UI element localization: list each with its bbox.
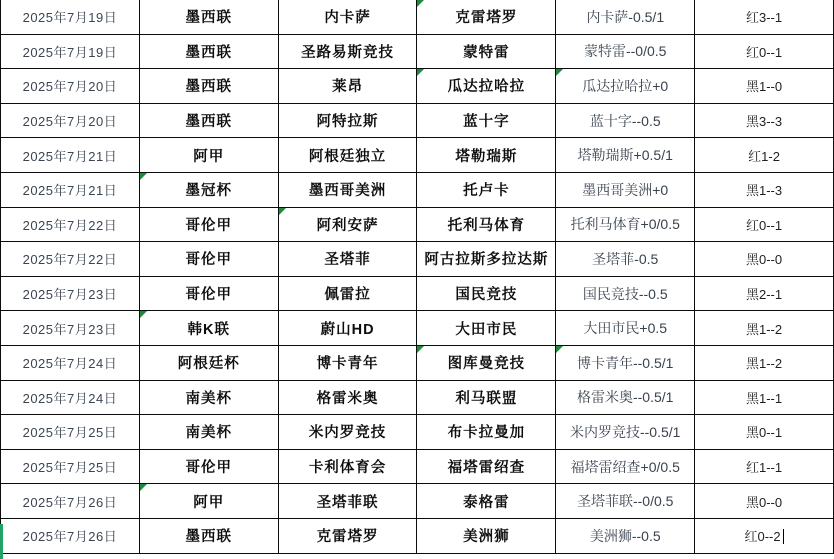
- cell-league[interactable]: [139, 415, 278, 450]
- cell-league[interactable]: [139, 449, 278, 484]
- cell-away-team[interactable]: [417, 172, 556, 207]
- cell-handicap[interactable]: [556, 380, 695, 415]
- cell-league-text: 韩K联: [187, 321, 230, 338]
- cell-home-team-text: 克雷塔罗: [316, 529, 379, 546]
- comment-indicator-icon: [556, 69, 563, 76]
- cell-result[interactable]: [695, 311, 834, 346]
- cell-home-team-text: 佩雷拉: [324, 287, 371, 304]
- cell-date[interactable]: [1, 103, 140, 138]
- cell-handicap-text: 瓜达拉哈拉+0: [582, 77, 669, 94]
- cell-handicap-text: 米内罗竞技--0.5/1: [569, 423, 681, 440]
- cell-date[interactable]: [1, 415, 140, 450]
- cell-date[interactable]: [1, 449, 140, 484]
- cell-away-team-text: 托卢卡: [463, 183, 510, 200]
- comment-indicator-icon: [279, 208, 286, 215]
- cell-away-team-text: 蒙特雷: [463, 44, 510, 61]
- cell-home-team[interactable]: [278, 449, 417, 484]
- cell-away-team-text: 瓜达拉哈拉: [447, 79, 526, 96]
- cell-league[interactable]: [139, 484, 278, 519]
- cell-result-text: 黑1--3: [746, 183, 783, 199]
- cell-league-text: 墨西联: [185, 114, 232, 131]
- table-row: [1, 415, 834, 450]
- cell-date[interactable]: [1, 518, 140, 553]
- cell-away-team-text: 大田市民: [455, 321, 518, 338]
- cell-date[interactable]: [1, 380, 140, 415]
- cell-home-team[interactable]: [278, 172, 417, 207]
- cell-home-team-text: 内卡萨: [324, 10, 371, 27]
- cell-handicap[interactable]: [556, 34, 695, 69]
- comment-indicator-icon: [140, 311, 147, 318]
- cell-handicap[interactable]: [556, 415, 695, 450]
- cell-away-team-text: 布卡拉曼加: [447, 425, 526, 442]
- cell-date-text: 2025年7月22日: [22, 252, 118, 268]
- cell-handicap[interactable]: [556, 69, 695, 104]
- cell-away-team-text: 美洲狮: [463, 529, 510, 546]
- cell-result-text: 红1-2: [748, 148, 780, 164]
- cell-league[interactable]: [139, 0, 278, 34]
- cell-result-text: 黑1--0: [746, 79, 783, 95]
- cell-date[interactable]: [1, 242, 140, 277]
- cell-handicap-text: 格雷米奥--0.5/1: [576, 389, 674, 406]
- cell-home-team-text: 蔚山HD: [320, 321, 375, 338]
- cell-date[interactable]: [1, 0, 140, 34]
- table-row: [1, 345, 834, 380]
- cell-result-text: 黑0--1: [746, 425, 783, 441]
- cell-date[interactable]: [1, 276, 140, 311]
- active-row-indicator: [0, 524, 3, 559]
- cell-away-team[interactable]: [417, 34, 556, 69]
- table-row: [1, 172, 834, 207]
- cell-league[interactable]: [139, 69, 278, 104]
- cell-handicap[interactable]: [556, 207, 695, 242]
- cell-date[interactable]: [1, 138, 140, 173]
- cell-home-team[interactable]: [278, 242, 417, 277]
- cell-result-text: 黑1--1: [746, 390, 783, 406]
- cell-away-team[interactable]: [417, 449, 556, 484]
- cell-result[interactable]: [695, 449, 834, 484]
- cell-handicap-text: 美洲狮--0.5: [589, 527, 661, 544]
- cell-away-team[interactable]: [417, 484, 556, 519]
- cell-handicap[interactable]: [556, 518, 695, 553]
- cell-result[interactable]: [695, 242, 834, 277]
- cell-league-text: 阿甲: [193, 494, 225, 511]
- cell-result[interactable]: [695, 276, 834, 311]
- cell-handicap-text: 博卡青年--0.5/1: [576, 354, 674, 371]
- cell-result-text: 黑0--0: [746, 252, 783, 268]
- cell-result-text: 红0--2: [744, 529, 781, 545]
- cell-away-team-text: 蓝十字: [463, 114, 510, 131]
- table-row: [1, 69, 834, 104]
- cell-result-text: 红3--1: [746, 10, 783, 26]
- cell-league[interactable]: [139, 172, 278, 207]
- cell-home-team[interactable]: [278, 0, 417, 34]
- cell-date[interactable]: [1, 69, 140, 104]
- cell-league-text: 墨西联: [185, 44, 232, 61]
- cell-date-text: 2025年7月19日: [22, 44, 118, 60]
- cell-handicap[interactable]: [556, 484, 695, 519]
- cell-result[interactable]: [695, 172, 834, 207]
- cell-home-team-text: 米内罗竞技: [308, 425, 387, 442]
- cell-result-text: 红0--1: [746, 44, 783, 60]
- cell-date-text: 2025年7月26日: [22, 494, 118, 510]
- cell-away-team[interactable]: [417, 242, 556, 277]
- cell-league[interactable]: [139, 207, 278, 242]
- cell-date-text: 2025年7月21日: [22, 148, 118, 164]
- cell-handicap[interactable]: [556, 345, 695, 380]
- cell-league-text: 墨冠杯: [185, 183, 232, 200]
- cell-handicap[interactable]: [556, 449, 695, 484]
- cell-league-text: 哥伦甲: [185, 217, 232, 234]
- cell-date-text: 2025年7月21日: [22, 183, 118, 199]
- cell-handicap-text: 蒙特雷--0/0.5: [583, 43, 667, 60]
- cell-date-text: 2025年7月23日: [22, 321, 118, 337]
- cell-date-text: 2025年7月22日: [22, 217, 118, 233]
- cell-date[interactable]: [1, 34, 140, 69]
- cell-league-text: 南美杯: [185, 425, 232, 442]
- cell-away-team[interactable]: [417, 518, 556, 553]
- cell-home-team[interactable]: [278, 103, 417, 138]
- comment-indicator-icon: [417, 0, 424, 7]
- cell-date[interactable]: [1, 311, 140, 346]
- cell-result[interactable]: [695, 380, 834, 415]
- cell-league-text: 墨西联: [185, 10, 232, 27]
- cell-date[interactable]: [1, 207, 140, 242]
- cell-handicap-text: 墨西哥美洲+0: [582, 181, 669, 198]
- table-row: [1, 34, 834, 69]
- cell-handicap-text: 内卡萨-0.5/1: [586, 8, 665, 25]
- cell-date-text: 2025年7月25日: [22, 425, 118, 441]
- comment-indicator-icon: [417, 346, 424, 353]
- cell-away-team[interactable]: [417, 345, 556, 380]
- cell-result[interactable]: [695, 138, 834, 173]
- cell-home-team-text: 圣塔菲: [324, 252, 371, 269]
- cell-handicap-text: 塔勒瑞斯+0.5/1: [577, 147, 673, 164]
- cell-league-text: 阿根廷杯: [177, 356, 240, 373]
- cell-away-team-text: 国民竞技: [455, 287, 518, 304]
- cell-away-team-text: 克雷塔罗: [455, 10, 518, 27]
- cell-away-team-text: 图库曼竞技: [447, 356, 526, 373]
- cell-home-team-text: 阿利安萨: [316, 217, 379, 234]
- cell-league-text: 哥伦甲: [185, 287, 232, 304]
- cell-league[interactable]: [139, 276, 278, 311]
- cell-league[interactable]: [139, 518, 278, 553]
- cell-away-team-text: 托利马体育: [447, 217, 526, 234]
- cell-league[interactable]: [139, 242, 278, 277]
- cell-home-team[interactable]: [278, 276, 417, 311]
- cell-league-text: 南美杯: [185, 390, 232, 407]
- cell-away-team[interactable]: [417, 69, 556, 104]
- cell-league[interactable]: [139, 345, 278, 380]
- cell-handicap[interactable]: [556, 311, 695, 346]
- cell-away-team[interactable]: [417, 0, 556, 34]
- cell-league-text: 墨西联: [185, 79, 232, 96]
- table-row: [1, 103, 834, 138]
- cell-handicap-text: 蓝十字--0.5: [589, 112, 661, 129]
- cell-home-team-text: 圣塔菲联: [316, 494, 379, 511]
- cell-home-team-text: 格雷米奥: [316, 390, 379, 407]
- cell-result[interactable]: [695, 34, 834, 69]
- table-row: [1, 380, 834, 415]
- cell-handicap-text: 圣塔菲联--0/0.5: [576, 493, 674, 510]
- cell-away-team-text: 塔勒瑞斯: [455, 148, 518, 165]
- cell-handicap-text: 圣塔菲-0.5: [592, 250, 659, 267]
- table-row: [1, 449, 834, 484]
- cell-league[interactable]: [139, 138, 278, 173]
- cell-away-team-text: 阿古拉斯多拉达斯: [424, 252, 549, 269]
- table-row: [1, 276, 834, 311]
- cell-home-team[interactable]: [278, 207, 417, 242]
- cell-home-team[interactable]: [278, 34, 417, 69]
- cell-home-team-text: 圣路易斯竞技: [301, 44, 395, 61]
- table-row: [1, 484, 834, 519]
- cell-home-team[interactable]: [278, 69, 417, 104]
- cell-home-team[interactable]: [278, 345, 417, 380]
- cell-date[interactable]: [1, 484, 140, 519]
- cell-league[interactable]: [139, 103, 278, 138]
- cell-home-team[interactable]: [278, 311, 417, 346]
- cell-date[interactable]: [1, 172, 140, 207]
- comment-indicator-icon: [140, 484, 147, 491]
- cell-result-text: 黑0--0: [746, 494, 783, 510]
- cell-handicap-text: 福塔雷绍查+0/0.5: [570, 458, 680, 475]
- cell-result-text: 黑1--2: [746, 356, 783, 372]
- cell-result[interactable]: [695, 484, 834, 519]
- cell-home-team-text: 阿根廷独立: [308, 148, 387, 165]
- cell-result-text: 黑1--2: [746, 321, 783, 337]
- cell-home-team-text: 墨西哥美洲: [308, 183, 387, 200]
- cell-home-team[interactable]: [278, 415, 417, 450]
- cell-result[interactable]: [695, 103, 834, 138]
- cell-date-text: 2025年7月23日: [22, 287, 118, 303]
- cell-league-text: 墨西联: [185, 529, 232, 546]
- text-cursor: [783, 529, 784, 544]
- comment-indicator-icon: [140, 173, 147, 180]
- cell-result[interactable]: [695, 0, 834, 34]
- cell-home-team[interactable]: [278, 138, 417, 173]
- cell-home-team-text: 阿特拉斯: [316, 114, 379, 131]
- cell-result-text: 红0--1: [746, 217, 783, 233]
- cell-result[interactable]: [695, 345, 834, 380]
- cell-away-team[interactable]: [417, 311, 556, 346]
- cell-away-team-text: 利马联盟: [455, 390, 518, 407]
- cell-result[interactable]: [695, 69, 834, 104]
- cell-home-team[interactable]: [278, 518, 417, 553]
- cell-away-team[interactable]: [417, 276, 556, 311]
- comment-indicator-icon: [417, 69, 424, 76]
- cell-away-team[interactable]: [417, 103, 556, 138]
- cell-league[interactable]: [139, 380, 278, 415]
- table-row: [1, 207, 834, 242]
- table-row: [1, 0, 834, 34]
- cell-home-team-text: 博卡青年: [316, 356, 379, 373]
- table-row: [1, 518, 834, 553]
- cell-date[interactable]: [1, 345, 140, 380]
- cell-away-team-text: 福塔雷绍查: [447, 460, 526, 477]
- table-row: [1, 242, 834, 277]
- cell-result[interactable]: [695, 207, 834, 242]
- cell-result-text: 黑3--3: [746, 114, 783, 130]
- cell-away-team-text: 泰格雷: [463, 494, 510, 511]
- table-row: [1, 138, 834, 173]
- table-row: [1, 311, 834, 346]
- cell-handicap[interactable]: [556, 138, 695, 173]
- cell-league[interactable]: [139, 34, 278, 69]
- cell-handicap-text: 托利马体育+0/0.5: [570, 216, 680, 233]
- active-cell-result[interactable]: [695, 518, 834, 553]
- cell-league-text: 阿甲: [193, 148, 225, 165]
- cell-handicap[interactable]: [556, 0, 695, 34]
- cell-handicap[interactable]: [556, 276, 695, 311]
- cell-date-text: 2025年7月20日: [22, 79, 118, 95]
- comment-indicator-icon: [556, 346, 563, 353]
- cell-away-team[interactable]: [417, 207, 556, 242]
- cell-handicap-text: 大田市民+0.5: [583, 320, 668, 337]
- cell-handicap[interactable]: [556, 103, 695, 138]
- cell-home-team[interactable]: [278, 484, 417, 519]
- cell-home-team-text: 莱昂: [332, 79, 364, 96]
- cell-league-text: 哥伦甲: [185, 460, 232, 477]
- cell-date-text: 2025年7月20日: [22, 114, 118, 130]
- cell-date-text: 2025年7月25日: [22, 460, 118, 476]
- cell-handicap[interactable]: [556, 242, 695, 277]
- cell-away-team[interactable]: [417, 138, 556, 173]
- cell-result-text: 黑2--1: [746, 287, 783, 303]
- cell-date-text: 2025年7月26日: [22, 529, 118, 545]
- cell-league[interactable]: [139, 311, 278, 346]
- cell-home-team[interactable]: [278, 380, 417, 415]
- cell-result[interactable]: [695, 415, 834, 450]
- cell-away-team[interactable]: [417, 380, 556, 415]
- cell-result-text: 红1--1: [746, 460, 783, 476]
- cell-date-text: 2025年7月24日: [22, 390, 118, 406]
- cell-handicap-text: 国民竞技--0.5: [582, 285, 668, 302]
- cell-league-text: 哥伦甲: [185, 252, 232, 269]
- cell-home-team-text: 卡利体育会: [308, 460, 387, 477]
- cell-handicap[interactable]: [556, 172, 695, 207]
- cell-away-team[interactable]: [417, 415, 556, 450]
- cell-date-text: 2025年7月19日: [22, 10, 118, 26]
- cell-date-text: 2025年7月24日: [22, 356, 118, 372]
